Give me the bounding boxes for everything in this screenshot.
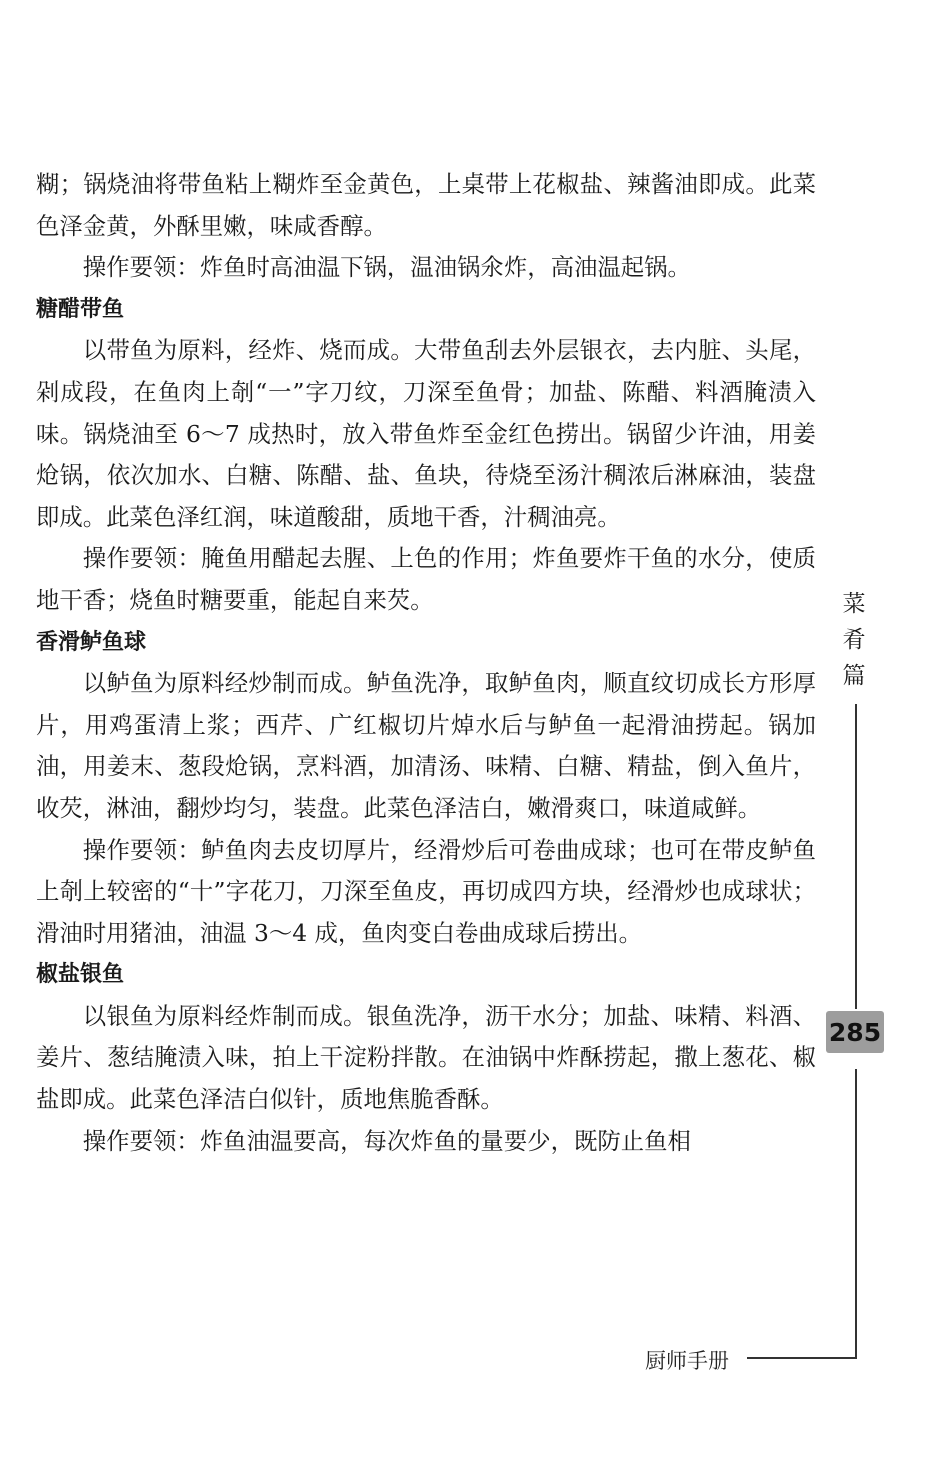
side-section-label: 菜肴篇: [842, 591, 866, 689]
section-heading: 糖醋带鱼: [36, 296, 125, 322]
paragraph-tip: 操作要领：鲈鱼肉去皮切厚片，经滑炒后可卷曲成球；也可在带皮鲈鱼上剞上较密的“十”字花刀，刀深至鱼皮，再切成四方块，经滑炒也成球状；滑油时用猪油，油温 3～4 成，鱼肉变白卷曲成球后捞出。: [36, 835, 816, 947]
footer-rule: [747, 1357, 857, 1359]
paragraph: 以带鱼为原料，经炸、烧而成。大带鱼刮去外层银衣，去内脏、头尾，剁成段，在鱼肉上剞“一”字刀纹，刀深至鱼骨；加盐、陈醋、料酒腌渍入味。锅烧油至 6～7 成热时，放入带鱼炸至金红色捞出。锅留少许油，用姜炝锅，依次加水、白糖、陈醋、盐、鱼块，待烧至汤汁稠浓后淋麻油，装盘即成。此菜色泽红润，味道酸甜，质地干香，汁稠油亮。: [36, 336, 816, 531]
paragraph-tip: 操作要领：炸鱼时高油温下锅，温油锅氽炸，高油温起锅。: [82, 253, 691, 282]
margin-rule-bottom: [855, 1069, 857, 1358]
margin-rule-top: [855, 704, 857, 1009]
paragraph: 以鲈鱼为原料经炒制而成。鲈鱼洗净，取鲈鱼肉，顺直纹切成长方形厚片，用鸡蛋清上浆；西芹、广红椒切片焯水后与鲈鱼一起滑油捞起。锅加油，用姜末、葱段炝锅，烹料酒，加清汤、味精、白糖、精盐，倒入鱼片，收芡，淋油，翻炒均匀，装盘。此菜色泽洁白，嫩滑爽口，味道咸鲜。: [36, 669, 816, 822]
section-heading: 椒盐银鱼: [36, 962, 125, 988]
main-text: [36, 164, 816, 1162]
footer-book-title: 厨师手册: [645, 1349, 729, 1373]
paragraph: 糊；锅烧油将带鱼粘上糊炸至金黄色，上桌带上花椒盐、辣酱油即成。此菜色泽金黄，外酥里嫩，味咸香醇。: [36, 170, 816, 240]
paragraph: 以银鱼为原料经炸制而成。银鱼洗净，沥干水分；加盐、味精、料酒、姜片、葱结腌渍入味，拍上干淀粉拌散。在油锅中炸酥捞起，撒上葱花、椒盐即成。此菜色泽洁白似针，质地焦脆香酥。: [36, 1001, 816, 1114]
paragraph-tip: 操作要领：炸鱼油温要高，每次炸鱼的量要少，既防止鱼相: [82, 1126, 691, 1155]
page-number-box: [826, 1011, 884, 1053]
paragraph-tip: 操作要领：腌鱼用醋起去腥、上色的作用；炸鱼要炸干鱼的水分，使质地干香；烧鱼时糖要重，能起自来芡。: [36, 544, 816, 614]
page-number: 285: [828, 1017, 882, 1047]
section-heading: 香滑鲈鱼球: [36, 629, 147, 655]
